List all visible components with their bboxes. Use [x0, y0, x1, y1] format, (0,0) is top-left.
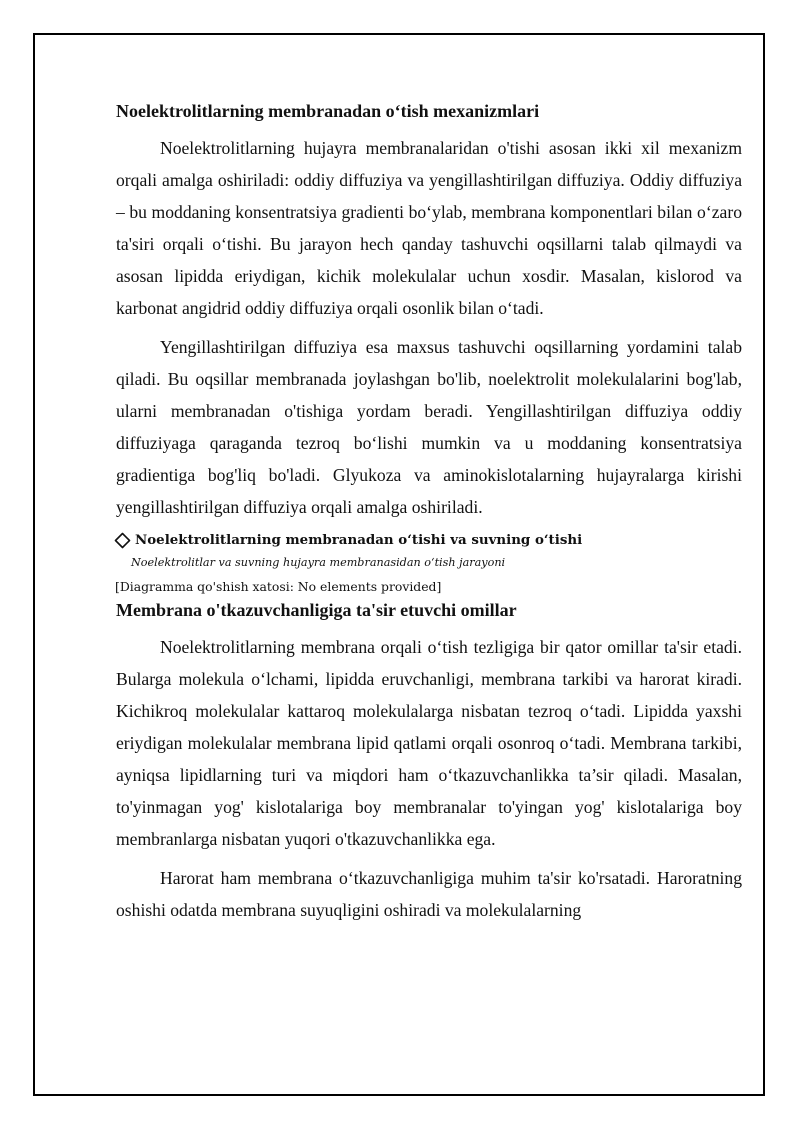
section-heading-mechanisms: Noelektrolitlarning membranadan o‘tish mexanizmlari [116, 101, 540, 121]
section-heading-permeability-factors: Membrana o'tkazuvchanligiga ta'sir etuvchi omillar [116, 600, 517, 620]
paragraph-temperature: Harorat ham membrana o‘tkazuvchanligiga muhim ta'sir ko'rsatadi. Haroratning oshishi odatda membrana suyuqligini oshiradi va molekulalarning [116, 868, 742, 920]
diagram-error-message: [Diagramma qo'shish xatosi: No elements provided] [115, 579, 442, 594]
diagram-title [114, 530, 742, 550]
document-content [116, 98, 742, 933]
paragraph-facilitated-diffusion: Yengillashtirilgan diffuziya esa maxsus tashuvchi oqsillarning yordamini talab qiladi. Bu oqsillar membranada joylashgan bo'lib, noelektrolit molekulalarini bog'lab, ularni membranadan o'tishiga yordam beradi. Yengillashtirilgan diffuziya oddiy diffuziyaga qaraganda tezroq bo‘lishi mumkin va u moddaning konsentratsiya gradientiga bog'liq bo'ladi. Glyukoza va aminokislotalarning hujayralarga kirishi yengillashtirilgan diffuziya orqali amalga oshiriladi. [116, 337, 742, 517]
diagram-title-text: Noelektrolitlarning membranadan o‘tishi va suvning o‘tishi [135, 532, 583, 548]
paragraph-permeability-factors: Noelektrolitlarning membrana orqali o‘tish tezligiga bir qator omillar ta'sir etadi. Bularga molekula o‘lchami, lipidda eruvchanligi, membrana tarkibi va harorat kiradi. Kichikroq molekulalar kattaroq molekulalarga nisbatan tezroq o‘tadi. Lipidda yaxshi eriydigan molekulalar membrana lipid qatlami orqali osonroq o‘tadi. Membrana tarkibi, ayniqsa lipidlarning turi va miqdori ham o‘tkazuvchanlikka ta’sir qiladi. Masalan, to'yinmagan yog' kislotalariga boy membranalar to'yingan yog' kislotalariga boy membranlarga nisbatan yuqori o'tkazuvchanlikka ega. [116, 637, 742, 849]
diamond-icon [114, 532, 131, 549]
paragraph-diffusion-types: Noelektrolitlarning hujayra membranalaridan o'tishi asosan ikki xil mexanizm orqali amalga oshiriladi: oddiy diffuziya va yengillashtirilgan diffuziya. Oddiy diffuziya – bu moddaning konsentratsiya gradienti bo‘ylab, membrana komponentlari bilan o‘zaro ta'siri orqali o‘tishi. Bu jarayon hech qanday tashuvchi oqsillarni talab qilmaydi va asosan lipidda eriydigan, kichik molekulalar uchun xosdir. Masalan, kislorod va karbonat angidrid oddiy diffuziya orqali osonlik bilan o‘tadi. [116, 138, 742, 318]
diagram-subtitle: Noelektrolitlar va suvning hujayra membranasidan o‘tish jarayoni [131, 556, 506, 569]
